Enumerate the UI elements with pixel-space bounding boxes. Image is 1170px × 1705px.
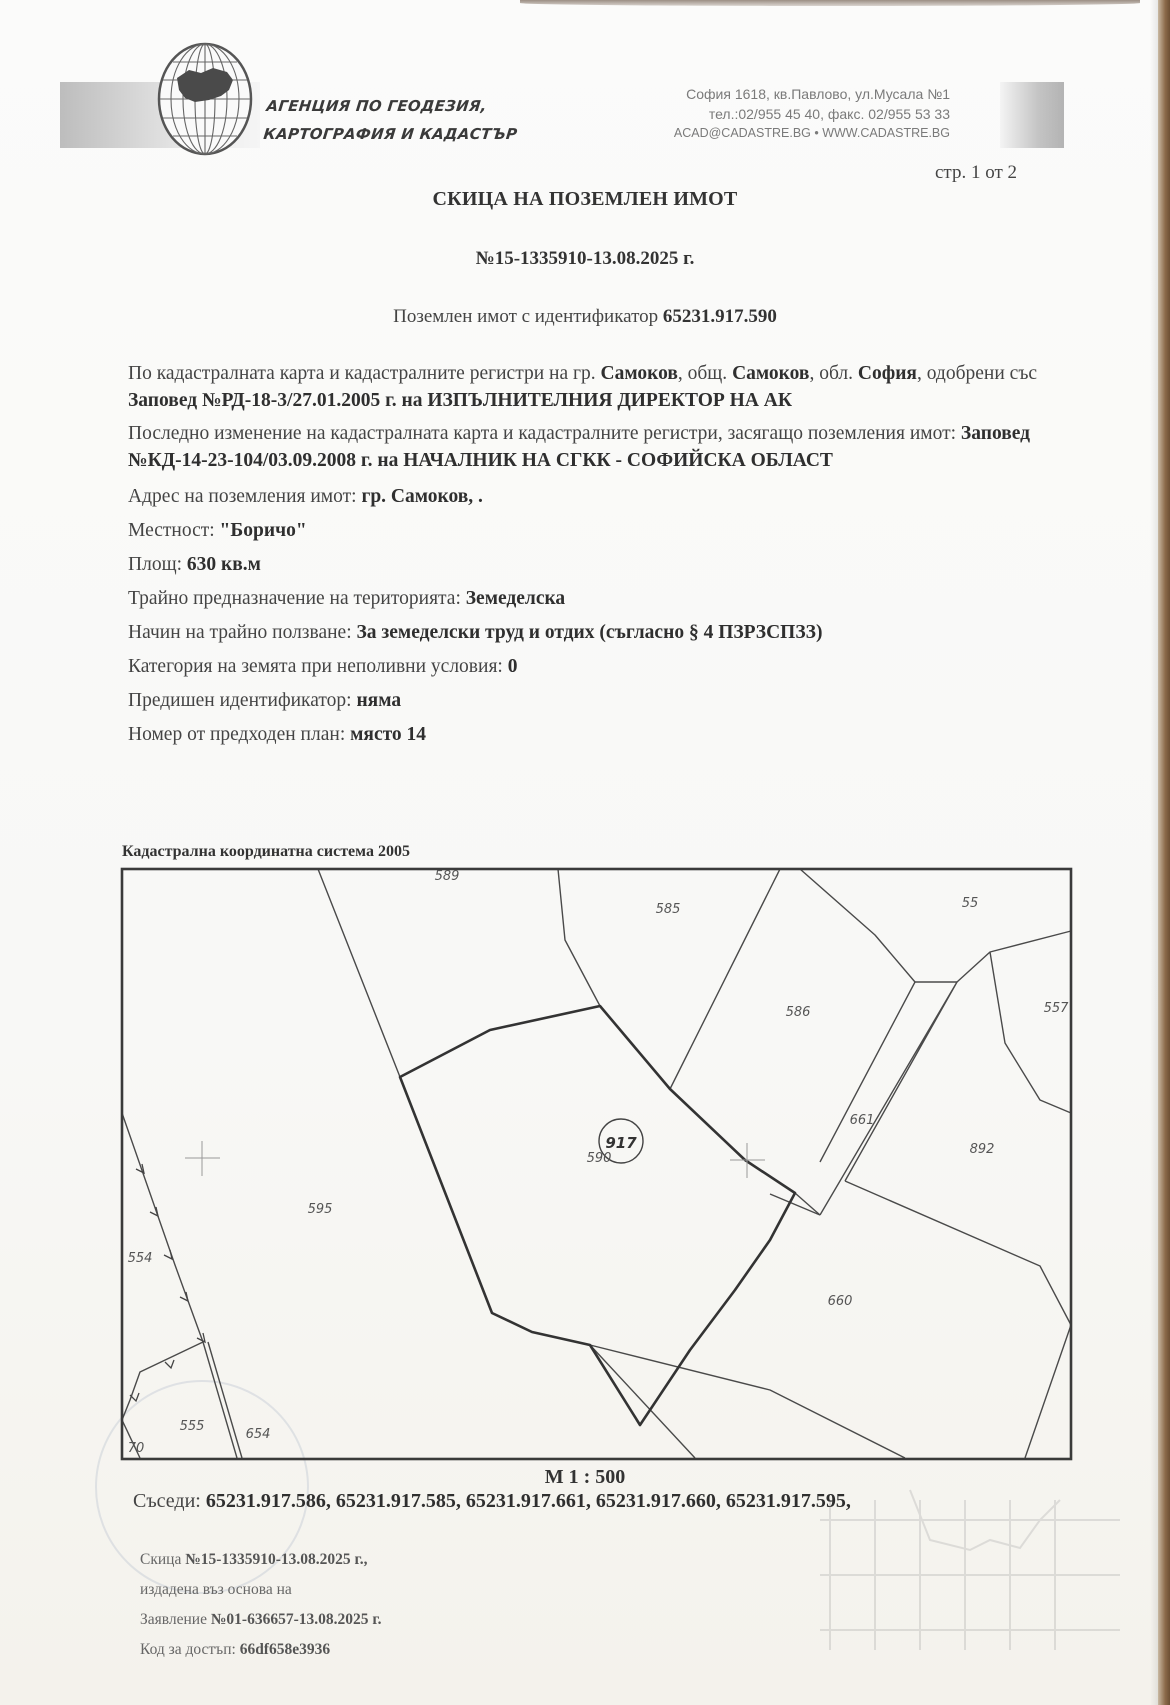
footer-sketch xyxy=(140,1545,382,1575)
contact-block xyxy=(640,84,950,142)
field-label: Трайно предназначение на територията: xyxy=(128,588,466,609)
agency-phone: тел.:02/955 45 40, факс. 02/955 53 33 xyxy=(708,106,950,122)
footer-access-code xyxy=(140,1635,382,1665)
parcel-label: 555 xyxy=(179,1419,205,1434)
parcel-identifier xyxy=(0,306,1170,328)
text: Последно изменение на кадастралната карта и кадастралните регистри, засягащо поземления имот: xyxy=(128,423,961,444)
agency-address: София 1618, кв.Павлово, ул.Мусала №1 xyxy=(686,86,950,102)
identifier-label: Поземлен имот с идентификатор xyxy=(393,306,659,327)
parcel-label: 595 xyxy=(307,1202,333,1217)
text: Заявление xyxy=(140,1611,211,1628)
field-territory-purpose xyxy=(128,582,1078,616)
paper-curl xyxy=(520,0,1140,6)
text: , обл. xyxy=(809,363,858,384)
field-area xyxy=(128,548,1078,582)
header-band-right xyxy=(1000,82,1064,148)
desk-edge xyxy=(1158,0,1170,1705)
approval-order: Заповед №РД-18-3/27.01.2005 г. на ИЗПЪЛНИТЕЛНИЯ ДИРЕКТОР НА АК xyxy=(128,390,793,411)
field-value: "Боричо" xyxy=(219,520,307,541)
field-value: няма xyxy=(356,690,402,711)
text: Код за достъп: xyxy=(140,1641,240,1658)
parcel-label: 557 xyxy=(1043,1001,1069,1016)
agency-name-line1: АГЕНЦИЯ ПО ГЕОДЕЗИЯ, xyxy=(265,97,488,115)
parcel-label: 589 xyxy=(434,869,460,884)
field-previous-identifier xyxy=(128,684,1078,718)
region: София xyxy=(857,363,917,384)
field-value: За земеделски труд и отдих (съгласно § 4 ПЗРЗСПЗЗ) xyxy=(356,622,823,643)
globe-watermark-icon xyxy=(800,1480,1120,1650)
parcel-label: 661 xyxy=(849,1113,875,1128)
text: , одобрени със xyxy=(916,363,1038,384)
city: Самоков xyxy=(600,363,678,384)
block-number: 917 xyxy=(605,1134,637,1152)
approval-paragraph xyxy=(128,360,1078,414)
agency-name xyxy=(262,92,522,148)
field-address xyxy=(128,480,1078,514)
text: , общ. xyxy=(677,363,733,384)
agency-name-line2: КАРТОГРАФИЯ И КАДАСТЪР xyxy=(262,125,519,143)
agency-web: ACAD@CADASTRE.BG • WWW.CADASTRE.BG xyxy=(673,126,950,140)
document-body xyxy=(128,360,1078,752)
identifier-value: 65231.917.590 xyxy=(662,306,777,327)
field-value: 0 xyxy=(507,656,518,677)
parcel-label: 654 xyxy=(245,1427,271,1442)
document-number: №15-1335910-13.08.2025 г. xyxy=(475,248,695,269)
field-label: Предишен идентификатор: xyxy=(128,690,357,711)
access-code: 66df658e3936 xyxy=(239,1641,331,1658)
parcel-label: 554 xyxy=(127,1251,153,1266)
field-label: Адрес на поземления имот: xyxy=(128,486,362,507)
parcel-label: 590 xyxy=(586,1151,612,1166)
footer-issued: издадена въз основа на xyxy=(140,1581,292,1598)
field-label: Местност: xyxy=(128,520,220,541)
parcel-label: 586 xyxy=(785,1005,811,1020)
parcel-label: 660 xyxy=(827,1294,853,1309)
field-value: Земеделска xyxy=(465,588,566,609)
parcel-label: 892 xyxy=(969,1142,995,1157)
field-label: Площ: xyxy=(128,554,187,575)
change-order: Заповед №КД-14-23-104/03.09.2008 г. на НАЧАЛНИК НА СГКК - СОФИЙСКА ОБЛАСТ xyxy=(128,423,1031,471)
field-label: Номер от предходен план: xyxy=(128,724,351,745)
neighbors-value: 65231.917.586, 65231.917.585, 65231.917.661, 65231.917.660, 65231.917.595, xyxy=(205,1490,851,1512)
text: Скица xyxy=(140,1551,186,1568)
field-locality xyxy=(128,514,1078,548)
parcel-label: 55 xyxy=(961,896,979,911)
field-label: Категория на земята при неполивни условия: xyxy=(128,656,508,677)
field-value: 630 кв.м xyxy=(186,554,261,575)
application-number: №01-636657-13.08.2025 г. xyxy=(210,1611,382,1628)
sketch-number: №15-1335910-13.08.2025 г., xyxy=(185,1551,368,1568)
parcel-label: 70 xyxy=(127,1441,145,1456)
field-land-category xyxy=(128,650,1078,684)
footer-application xyxy=(140,1605,382,1635)
text: По кадастралната карта и кадастралните регистри на гр. xyxy=(128,363,601,384)
field-previous-plan-number xyxy=(128,718,1078,752)
page-shadow xyxy=(1150,0,1158,1705)
globe-bulgaria-logo-icon xyxy=(155,40,255,158)
parcel-label: 585 xyxy=(655,902,681,917)
field-value: гр. Самоков, . xyxy=(361,486,483,507)
coordinate-system-label: Кадастрална координатна система 2005 xyxy=(122,843,410,860)
field-usage xyxy=(128,616,1078,650)
neighbors xyxy=(133,1490,851,1513)
municipality: Самоков xyxy=(732,363,810,384)
footer-info xyxy=(140,1545,382,1665)
field-value: място 14 xyxy=(350,724,427,745)
page-indicator: стр. 1 от 2 xyxy=(935,162,1018,183)
map-scale: М 1 : 500 xyxy=(544,1466,626,1488)
last-change-paragraph xyxy=(128,420,1078,474)
field-label: Начин на трайно ползване: xyxy=(128,622,357,643)
neighbors-label: Съседи: xyxy=(133,1490,206,1512)
document-title: СКИЦА НА ПОЗЕМЛЕН ИМОТ xyxy=(432,188,738,210)
